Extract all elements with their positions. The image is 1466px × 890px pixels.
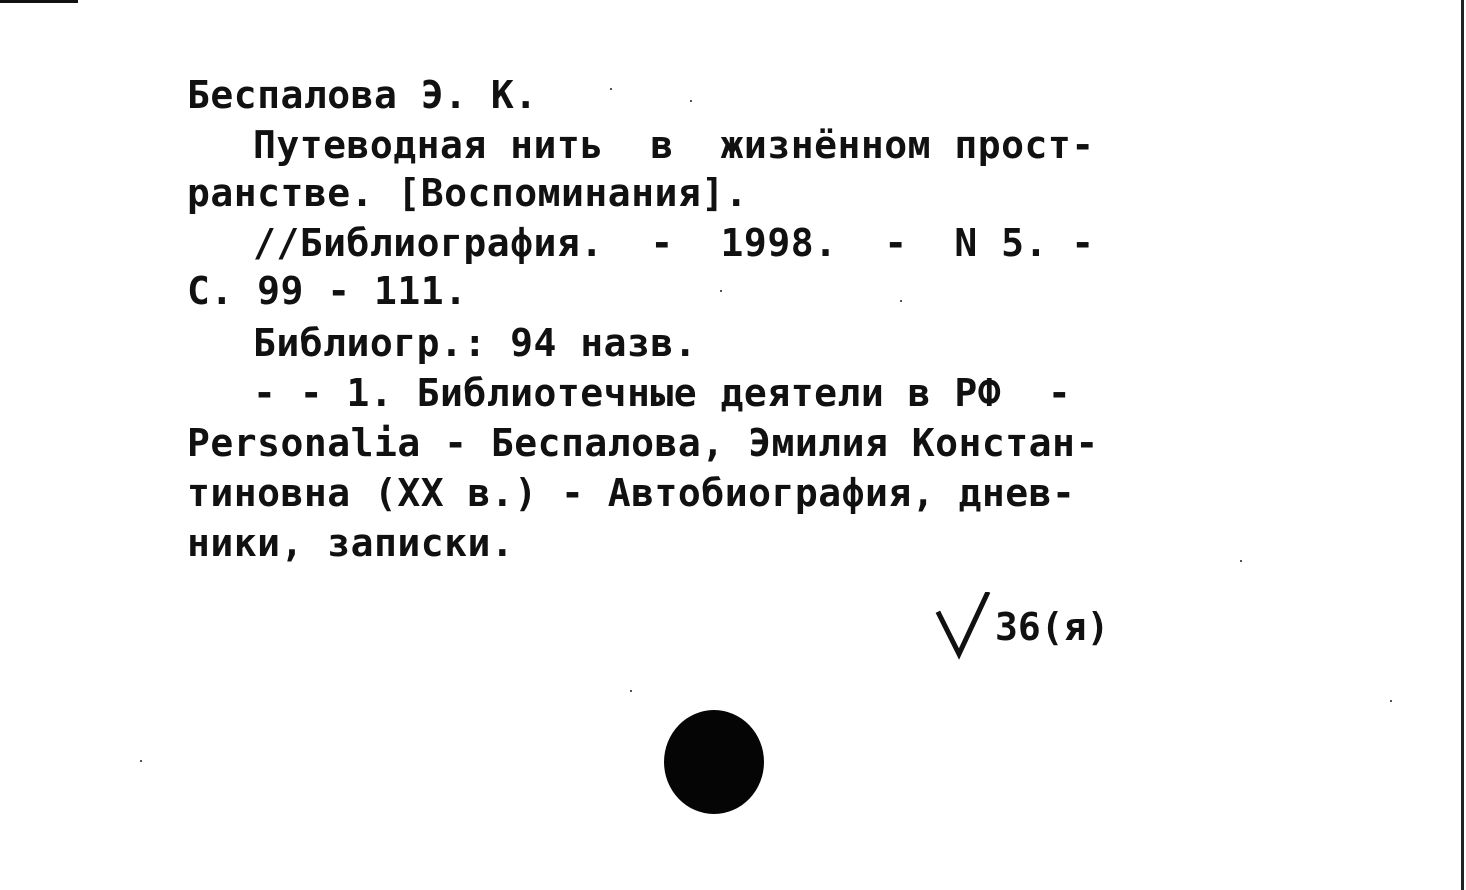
- scan-speck: [690, 100, 692, 102]
- title-line-2: ранстве. [Воспоминания].: [187, 171, 749, 215]
- scan-speck: [140, 760, 142, 762]
- author-line: Беспалова Э. К.: [187, 73, 538, 117]
- bibliography-note: Библиогр.: 94 назв.: [253, 321, 698, 365]
- subject-heading-line-2: Personalia - Беспалова, Эмилия Констан-: [187, 421, 1099, 465]
- title-line-1: Путеводная нить в жизнённом прост-: [253, 123, 1095, 167]
- source-line-2: С. 99 - 111.: [187, 269, 468, 313]
- top-edge-rule: [0, 0, 78, 3]
- scan-speck: [1390, 700, 1392, 702]
- punch-hole: [664, 710, 764, 814]
- scan-speck: [610, 88, 612, 90]
- subject-heading-line-3: тиновна (XX в.) - Автобиография, днев-: [187, 471, 1076, 515]
- scan-speck: [630, 690, 632, 692]
- shelf-mark-code: 36(я): [995, 605, 1110, 649]
- subject-heading-line-1: - - 1. Библиотечные деятели в РФ -: [253, 371, 1072, 415]
- subject-heading-line-4: ники, записки.: [187, 521, 515, 565]
- scan-speck: [900, 300, 902, 302]
- scan-speck: [720, 290, 722, 292]
- card-right-edge: [1461, 0, 1464, 890]
- source-line-1: //Библиография. - 1998. - N 5. -: [253, 221, 1095, 265]
- scan-speck: [1240, 560, 1242, 562]
- checkmark-icon: [935, 592, 995, 662]
- shelf-mark: [935, 592, 1109, 662]
